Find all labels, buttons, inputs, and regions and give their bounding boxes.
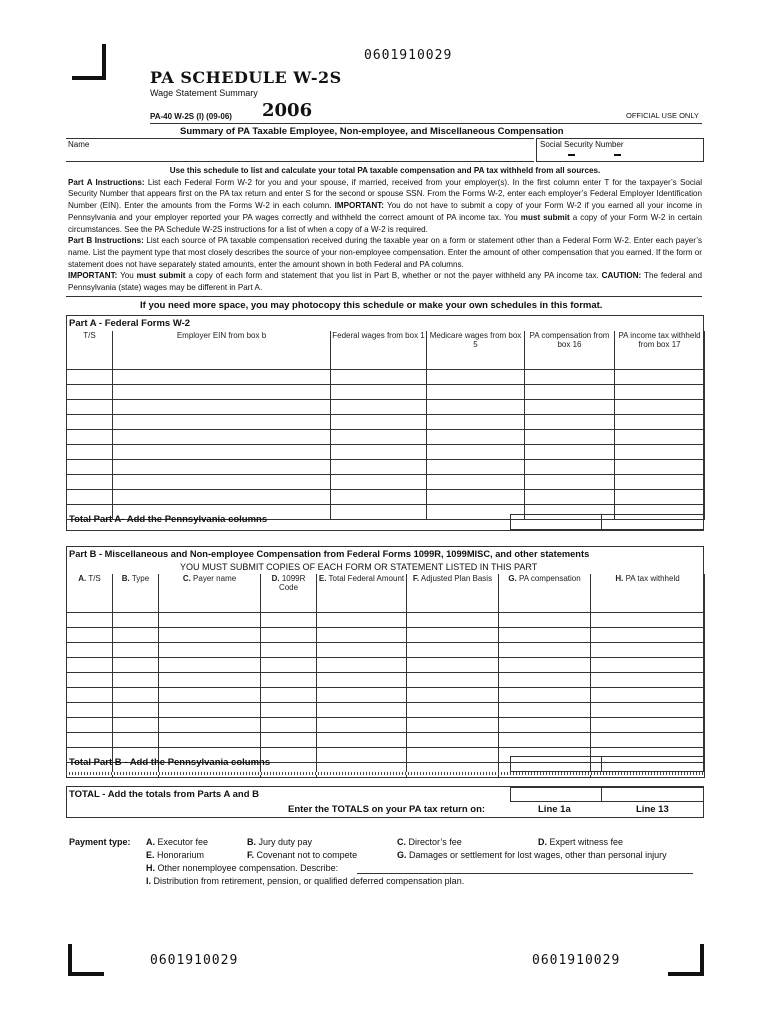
cell[interactable] — [67, 643, 113, 658]
cell[interactable] — [525, 370, 615, 385]
payment-type-b — [247, 837, 312, 847]
payment-type-f — [247, 850, 357, 860]
cell[interactable] — [427, 385, 525, 400]
cell[interactable] — [427, 415, 525, 430]
cell[interactable] — [331, 475, 427, 490]
cell[interactable] — [261, 673, 317, 688]
cell[interactable] — [317, 763, 407, 778]
col-letter: C. — [182, 574, 191, 583]
part-a-col-pa-tax: PA income tax withheld from box 17 — [615, 331, 705, 370]
pt-text: Distribution from retirement, pension, or qualified deferred compensation plan. — [153, 876, 465, 886]
col-letter: A. — [78, 574, 87, 583]
cell[interactable] — [427, 370, 525, 385]
form-id: PA-40 W-2S (I) (09-06) — [150, 112, 232, 121]
table-row — [67, 613, 705, 628]
part-a-total-pa-compensation[interactable] — [510, 514, 602, 530]
cell[interactable] — [407, 688, 499, 703]
cell[interactable] — [67, 613, 113, 628]
pt-text: Expert witness fee — [549, 837, 624, 847]
cell[interactable] — [615, 430, 705, 445]
cell[interactable] — [331, 430, 427, 445]
ssn-label: Social Security Number — [540, 140, 624, 149]
cell[interactable] — [67, 658, 113, 673]
corner-mark-top-left — [72, 44, 106, 80]
cell[interactable] — [407, 613, 499, 628]
caution-text: The federal and Pennsylvania (state) wages may be different in Part A. — [68, 271, 702, 293]
table-row — [67, 628, 705, 643]
part-b-col-adjusted-basis — [407, 574, 499, 613]
cell[interactable] — [525, 475, 615, 490]
cell[interactable] — [261, 643, 317, 658]
cell[interactable] — [159, 658, 261, 673]
pt-text: Jury duty pay — [258, 837, 313, 847]
table-row — [67, 445, 705, 460]
cell[interactable] — [591, 673, 705, 688]
cell[interactable] — [159, 718, 261, 733]
cell[interactable] — [615, 370, 705, 385]
part-b-header-row — [67, 574, 705, 613]
cell[interactable] — [67, 415, 113, 430]
cell[interactable] — [159, 703, 261, 718]
cell[interactable] — [261, 703, 317, 718]
cell[interactable] — [407, 673, 499, 688]
payment-type-d — [538, 837, 623, 847]
payment-type-c — [397, 837, 462, 847]
part-a-col-medicare-wages: Medicare wages from box 5 — [427, 331, 525, 370]
instructions-lead: Use this schedule to list and calculate your total PA taxable compensation and PA tax withheld from all sources. — [169, 166, 601, 175]
cell[interactable] — [67, 445, 113, 460]
table-row — [67, 718, 705, 733]
part-a-col-ein: Employer EIN from box b — [113, 331, 331, 370]
cell[interactable] — [159, 733, 261, 748]
table-row — [67, 643, 705, 658]
cell[interactable] — [591, 628, 705, 643]
cell[interactable] — [113, 613, 159, 628]
part-a-heading: Part A - Federal Forms W-2 — [69, 318, 191, 329]
cell[interactable] — [499, 658, 591, 673]
grand-total-pa-compensation[interactable] — [510, 787, 602, 802]
col-letter: H. — [615, 574, 624, 583]
part-b-instructions-label: Part B Instructions: — [68, 236, 144, 246]
cell[interactable] — [407, 628, 499, 643]
part-a-important-label: IMPORTANT: — [334, 201, 384, 211]
pt-letter: C. — [397, 837, 406, 847]
cell[interactable] — [331, 415, 427, 430]
table-row — [67, 490, 705, 505]
col-label: Adjusted Plan Basis — [420, 574, 493, 583]
col-label: T/S — [88, 574, 101, 583]
table-row — [67, 703, 705, 718]
table-row — [67, 400, 705, 415]
part-a-total-label: Total Part A- Add the Pennsylvania columns — [69, 514, 268, 525]
cell[interactable] — [113, 475, 331, 490]
cell[interactable] — [591, 703, 705, 718]
cell[interactable] — [317, 613, 407, 628]
totals-line-1a: Line 1a — [538, 804, 571, 815]
cell[interactable] — [113, 733, 159, 748]
col-label: PA compensation — [519, 574, 581, 583]
cell[interactable] — [67, 385, 113, 400]
part-a-col-federal-wages: Federal wages from box 1 — [331, 331, 427, 370]
part-b-instructions — [68, 235, 702, 270]
instructions-block — [68, 165, 702, 294]
cell[interactable] — [159, 613, 261, 628]
cell[interactable] — [427, 400, 525, 415]
instructions-rule — [66, 296, 702, 297]
pt-letter: H. — [146, 863, 155, 873]
part-b-total-label: Total Part B - Add the Pennsylvania columns — [69, 757, 271, 768]
cell[interactable] — [67, 475, 113, 490]
payment-type-h — [146, 863, 338, 873]
part-a-total-pa-tax[interactable] — [601, 514, 704, 530]
pt-letter: B. — [247, 837, 256, 847]
cell[interactable] — [67, 460, 113, 475]
cell[interactable] — [427, 430, 525, 445]
part-b-table — [66, 574, 705, 778]
cell[interactable] — [615, 490, 705, 505]
important-label: IMPORTANT: — [68, 271, 118, 281]
form-subtitle: Wage Statement Summary — [150, 88, 258, 98]
cell[interactable] — [499, 673, 591, 688]
name-label: Name — [68, 140, 90, 149]
cell[interactable] — [159, 688, 261, 703]
cell[interactable] — [615, 475, 705, 490]
table-row — [67, 415, 705, 430]
part-a-instructions-label: Part A Instructions: — [68, 177, 145, 187]
cell[interactable] — [67, 430, 113, 445]
cell[interactable] — [113, 703, 159, 718]
table-row — [67, 385, 705, 400]
part-b-total-pa-compensation[interactable] — [510, 756, 602, 772]
part-b-total-pa-tax[interactable] — [601, 756, 704, 772]
cell[interactable] — [113, 445, 331, 460]
table-row — [67, 475, 705, 490]
cell[interactable] — [331, 445, 427, 460]
col-label: Payer name — [193, 574, 237, 583]
cell[interactable] — [113, 628, 159, 643]
cell[interactable] — [113, 643, 159, 658]
cell[interactable] — [113, 490, 331, 505]
cell[interactable] — [525, 490, 615, 505]
part-b-col-pa-compensation — [499, 574, 591, 613]
part-a-must-submit: must submit — [520, 212, 570, 222]
part-a-col-ts: T/S — [67, 331, 113, 370]
totals-line-13: Line 13 — [636, 804, 669, 815]
cell[interactable] — [331, 460, 427, 475]
pt-letter: G. — [397, 850, 407, 860]
scan-code-bottom-left: 0601910029 — [150, 953, 239, 968]
important-must-submit: must submit — [136, 271, 186, 281]
cell[interactable] — [427, 460, 525, 475]
cell[interactable] — [67, 370, 113, 385]
part-a-header-row — [67, 331, 705, 370]
name-field[interactable] — [66, 138, 534, 162]
cell[interactable] — [591, 658, 705, 673]
cell[interactable] — [113, 688, 159, 703]
pt-letter: I. — [146, 876, 152, 886]
cell[interactable] — [113, 370, 331, 385]
pt-letter: D. — [538, 837, 547, 847]
cell[interactable] — [499, 703, 591, 718]
cell[interactable] — [331, 400, 427, 415]
cell[interactable] — [317, 658, 407, 673]
cell[interactable] — [525, 415, 615, 430]
header-rule — [150, 123, 702, 124]
table-row — [67, 658, 705, 673]
cell[interactable] — [317, 673, 407, 688]
important-text-2: a copy of each form and statement that you list in Part B, whether or not the payer withheld any PA income tax. — [188, 271, 599, 281]
cell[interactable] — [159, 673, 261, 688]
col-label: PA tax withheld — [625, 574, 680, 583]
pt-letter: F. — [247, 850, 255, 860]
pt-letter: E. — [146, 850, 155, 860]
cell[interactable] — [407, 643, 499, 658]
cell[interactable] — [317, 703, 407, 718]
part-b-col-ts — [67, 574, 113, 613]
cell[interactable] — [67, 490, 113, 505]
part-a-col-pa-compensation: PA compensation from box 16 — [525, 331, 615, 370]
cell[interactable] — [615, 415, 705, 430]
scan-code-top: 0601910029 — [364, 48, 453, 63]
cell[interactable] — [113, 658, 159, 673]
col-letter: G. — [508, 574, 517, 583]
cell[interactable] — [331, 370, 427, 385]
cell[interactable] — [159, 628, 261, 643]
cell[interactable] — [591, 643, 705, 658]
col-label: Total Federal Amount — [328, 574, 405, 583]
cell[interactable] — [331, 505, 427, 520]
cell[interactable] — [407, 763, 499, 778]
payment-type-label: Payment type: — [69, 837, 131, 847]
part-b-col-payer-name — [159, 574, 261, 613]
ssn-dash-1 — [568, 154, 575, 156]
pt-text: Covenant not to compete — [256, 850, 358, 860]
payment-type-g — [397, 850, 667, 860]
cell[interactable] — [317, 733, 407, 748]
cell[interactable] — [499, 628, 591, 643]
important-note — [68, 270, 702, 293]
cell[interactable] — [113, 415, 331, 430]
payment-type-i — [146, 876, 464, 886]
cell[interactable] — [331, 490, 427, 505]
cell[interactable] — [499, 718, 591, 733]
cell[interactable] — [331, 385, 427, 400]
cell[interactable] — [525, 400, 615, 415]
part-b-heading: Part B - Miscellaneous and Non-employee Compensation from Federal Forms 1099R, 1099MISC, and other statements — [69, 549, 590, 559]
cell[interactable] — [427, 475, 525, 490]
table-row — [67, 733, 705, 748]
form-title: PA SCHEDULE W-2S — [150, 68, 342, 87]
table-row — [67, 460, 705, 475]
cell[interactable] — [113, 718, 159, 733]
col-letter: F. — [412, 574, 420, 583]
cell[interactable] — [113, 400, 331, 415]
part-b-subheading: YOU MUST SUBMIT COPIES OF EACH FORM OR STATEMENT LISTED IN THIS PART — [180, 562, 538, 572]
cell[interactable] — [407, 733, 499, 748]
cell[interactable] — [67, 733, 113, 748]
cell[interactable] — [407, 748, 499, 763]
scan-code-bottom-right: 0601910029 — [532, 953, 621, 968]
cell[interactable] — [67, 673, 113, 688]
cell[interactable] — [67, 400, 113, 415]
cell[interactable] — [591, 733, 705, 748]
official-use-label: OFFICIAL USE ONLY — [626, 111, 699, 120]
cell[interactable] — [525, 445, 615, 460]
corner-mark-bottom-left — [68, 944, 104, 976]
summary-heading: Summary of PA Taxable Employee, Non-employee, and Miscellaneous Compensation — [180, 126, 564, 137]
cell[interactable] — [317, 748, 407, 763]
cell[interactable] — [499, 613, 591, 628]
table-row — [67, 370, 705, 385]
totals-label: TOTAL - Add the totals from Parts A and B — [69, 789, 260, 800]
col-letter: D. — [271, 574, 280, 583]
cell[interactable] — [525, 430, 615, 445]
cell[interactable] — [407, 703, 499, 718]
cell[interactable] — [615, 400, 705, 415]
cell[interactable] — [407, 718, 499, 733]
pt-text: Executor fee — [157, 837, 209, 847]
important-text-1: You — [120, 271, 134, 281]
cell[interactable] — [615, 460, 705, 475]
cell[interactable] — [427, 445, 525, 460]
part-a-text-2: You do not have to submit a copy of your Form W-2 if you earned all your income in Pennsylvania and your employer reported your PA wages correctly and withheld the correct amount of PA income tax. You — [68, 201, 702, 222]
cell[interactable] — [499, 733, 591, 748]
corner-mark-bottom-right — [668, 944, 704, 976]
payment-type-a — [146, 837, 208, 847]
part-a-instructions — [68, 177, 702, 236]
cell[interactable] — [159, 643, 261, 658]
cell[interactable] — [427, 490, 525, 505]
pt-text: Honorarium — [157, 850, 205, 860]
table-row — [67, 688, 705, 703]
pt-text: Director’s fee — [408, 837, 462, 847]
photocopy-note: If you need more space, you may photocopy this schedule or make your own schedules in this format. — [140, 300, 603, 311]
cell[interactable] — [67, 703, 113, 718]
cell[interactable] — [591, 718, 705, 733]
cell[interactable] — [261, 733, 317, 748]
part-a-text-3: a copy of your Form W-2 in certain circumstances. See the PA Schedule W-2S instructions for a list of when a copy of a W-2 is required. — [68, 212, 703, 234]
cell[interactable] — [261, 658, 317, 673]
part-b-col-type — [113, 574, 159, 613]
pt-text: Damages or settlement for lost wages, other than personal injury — [409, 850, 667, 860]
cell[interactable] — [261, 628, 317, 643]
part-b-col-pa-tax — [591, 574, 705, 613]
pt-text: Other nonemployee compensation. Describe: — [157, 863, 339, 873]
grand-total-pa-tax[interactable] — [601, 787, 704, 802]
cell[interactable] — [113, 430, 331, 445]
part-a-text-1: List each Federal Form W-2 for you and your spouse, if married, received from your employer(s). In the first column enter T for the taxpayer’s Social Security Number that appears first on the PA tax return and enter S for the second or spouse SSN. From the Forms W-2, enter each employer’s Federal Employer Identification Number (EIN). Enter the amounts from the Forms W-2 in each column. — [68, 177, 703, 211]
cell[interactable] — [499, 643, 591, 658]
caution-label: CAUTION: — [601, 271, 642, 281]
col-letter: B. — [121, 574, 130, 583]
table-row — [67, 673, 705, 688]
cell[interactable] — [615, 445, 705, 460]
cell[interactable] — [615, 385, 705, 400]
part-a-table — [66, 331, 705, 520]
cell[interactable] — [525, 460, 615, 475]
part-b-total-hatch — [66, 772, 704, 775]
cell[interactable] — [317, 628, 407, 643]
part-b-text: List each source of PA taxable compensation received during the taxable year on a form or statement other than a Federal Form W-2. Enter each payer’s name. List the payment type that most closely describes the source of your non-employee compensation. Enter the amount of other compensation that you earned. If the form or statement does not have separately stated amounts, enter the amount shown in both Federal and PA columns. — [68, 236, 703, 269]
col-letter: E. — [318, 574, 327, 583]
cell[interactable] — [525, 385, 615, 400]
form-year: 2006 — [262, 100, 313, 121]
cell[interactable] — [591, 613, 705, 628]
payment-type-e — [146, 850, 204, 860]
col-label: 1099R Code — [278, 574, 306, 592]
ssn-dash-2 — [614, 154, 621, 156]
pt-letter: A. — [146, 837, 155, 847]
cell[interactable] — [67, 628, 113, 643]
cell[interactable] — [317, 718, 407, 733]
part-b-col-1099r-code — [261, 574, 317, 613]
cell[interactable] — [317, 643, 407, 658]
cell[interactable] — [261, 688, 317, 703]
table-row — [67, 430, 705, 445]
totals-enter-label: Enter the TOTALS on your PA tax return on: — [288, 804, 486, 815]
cell[interactable] — [407, 658, 499, 673]
cell[interactable] — [67, 718, 113, 733]
cell[interactable] — [261, 718, 317, 733]
cell[interactable] — [113, 385, 331, 400]
part-b-col-total-federal — [317, 574, 407, 613]
cell[interactable] — [591, 688, 705, 703]
col-label: Type — [131, 574, 150, 583]
cell[interactable] — [113, 673, 159, 688]
cell[interactable] — [317, 688, 407, 703]
cell[interactable] — [113, 460, 331, 475]
describe-field[interactable] — [357, 873, 693, 874]
cell[interactable] — [499, 688, 591, 703]
cell[interactable] — [67, 688, 113, 703]
cell[interactable] — [261, 613, 317, 628]
